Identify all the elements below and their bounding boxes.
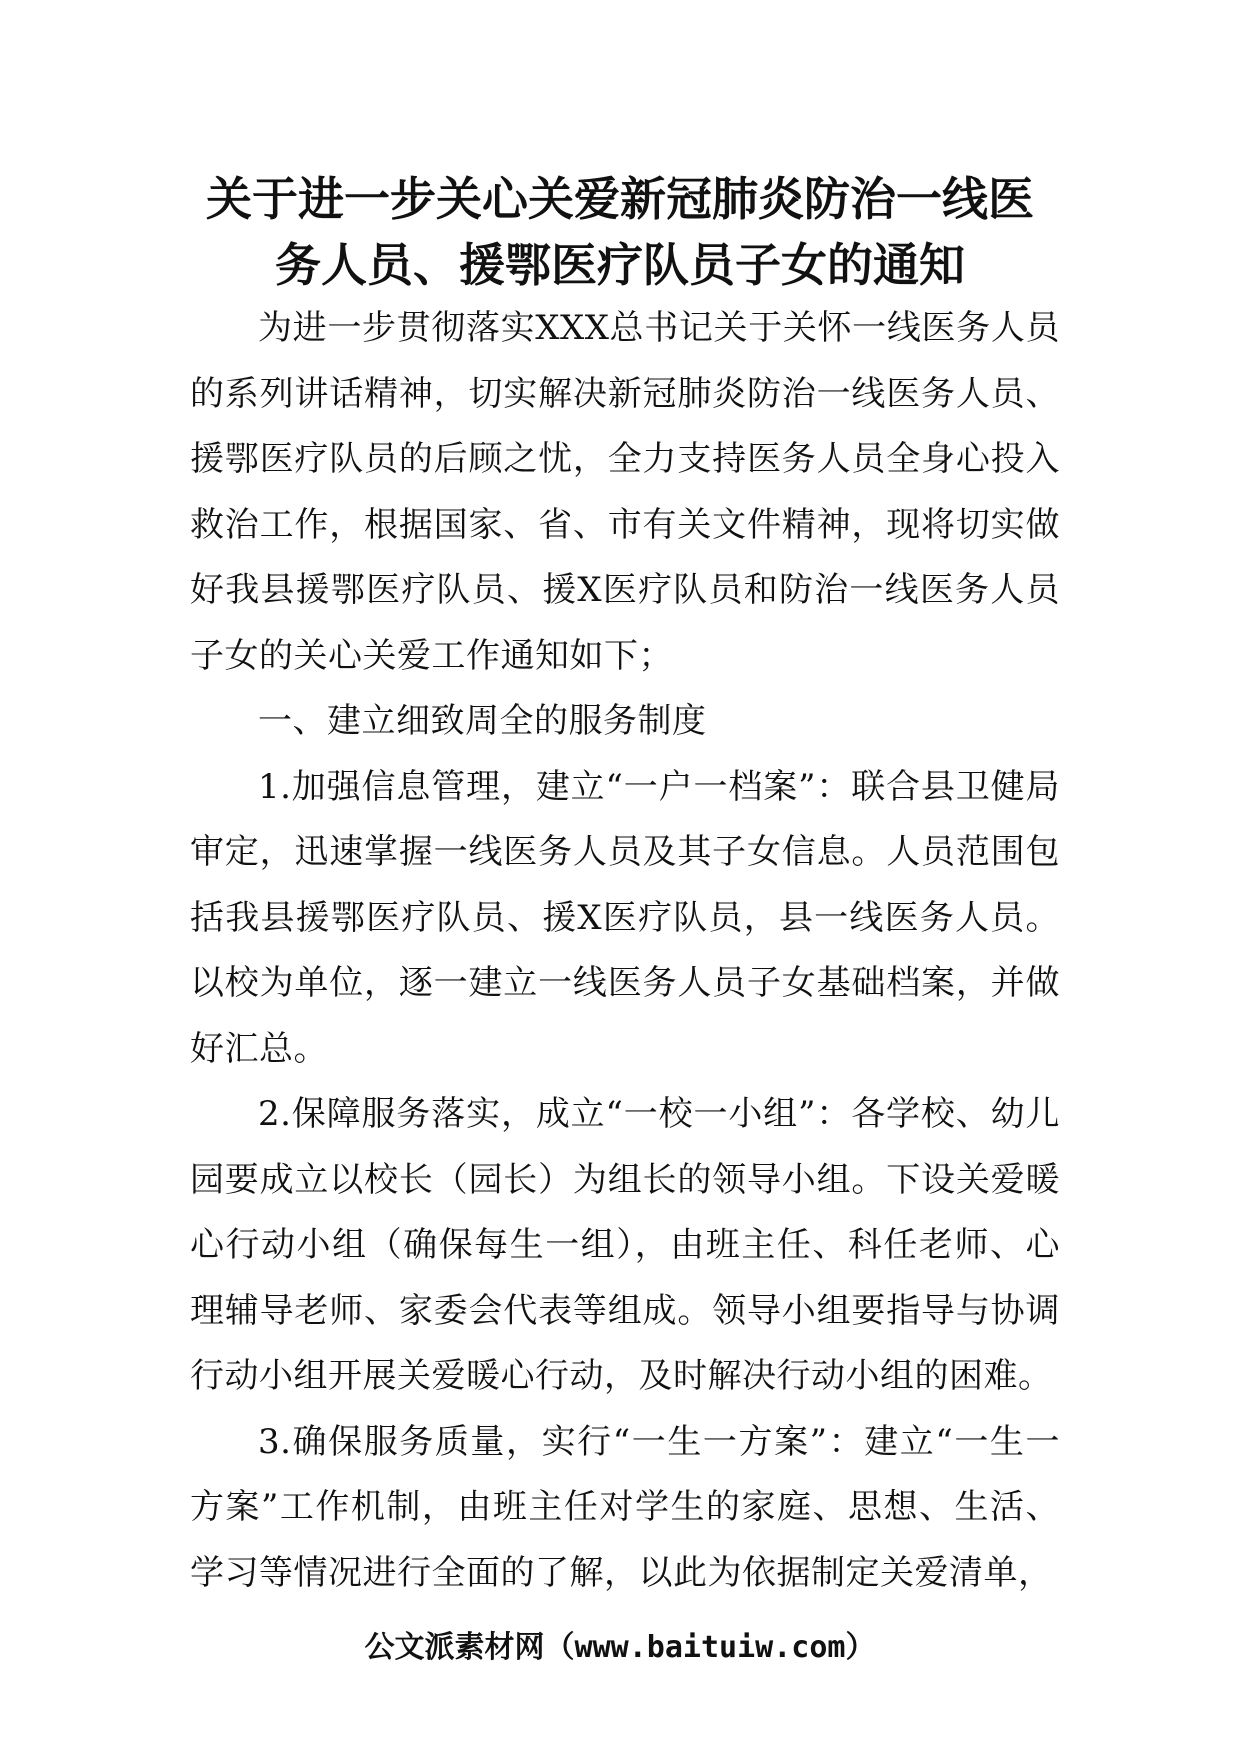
document-title-line-2: 务人员、援鄂医疗队员子女的通知 (275, 238, 965, 292)
paragraph-item-1: 1.加强信息管理，建立“一户一档案”：联合县卫健局审定，迅速掌握一线医务人员及其子女信息。人员范围包括我县援鄂医疗队员、援X医疗队员，县一线医务人员。以校为单位，逐一建立一线医务人员子女基础档案，并做好汇总。 (190, 766, 1060, 1069)
paragraph-item-3: 3.确保服务质量，实行“一生一方案”：建立“一生一方案”工作机制，由班主任对学生的家庭、思想、生活、学习等情况进行全面的了解，以此为依据制定关爱清单， (190, 1421, 1060, 1593)
footer-source: 公文派素材网（www.baituiw.com） (364, 1630, 876, 1665)
section-heading-1: 一、建立细致周全的服务制度 (258, 701, 707, 741)
paragraph-item-2: 2.保障服务落实，成立“一校一小组”：各学校、幼儿园要成立以校长（园长）为组长的领导小组。下设关爱暖心行动小组（确保每生一组），由班主任、科任老师、心理辅导老师、家委会代表等组成。领导小组要指导与协调行动小组开展关爱暖心行动，及时解决行动小组的困难。 (190, 1094, 1060, 1396)
document-title-line-1: 关于进一步关心关爱新冠肺炎防治一线医 (206, 172, 1034, 226)
paragraph-intro: 为进一步贯彻落实XXX总书记关于关怀一线医务人员的系列讲话精神，切实解决新冠肺炎防治一线医务人员、援鄂医疗队员的后顾之忧，全力支持医务人员全身心投入救治工作，根据国家、省、市有关文件精神，现将切实做好我县援鄂医疗队员、援X医疗队员和防治一线医务人员子女的关心关爱工作通知如下； (190, 308, 1060, 676)
document-body (190, 296, 1060, 1606)
